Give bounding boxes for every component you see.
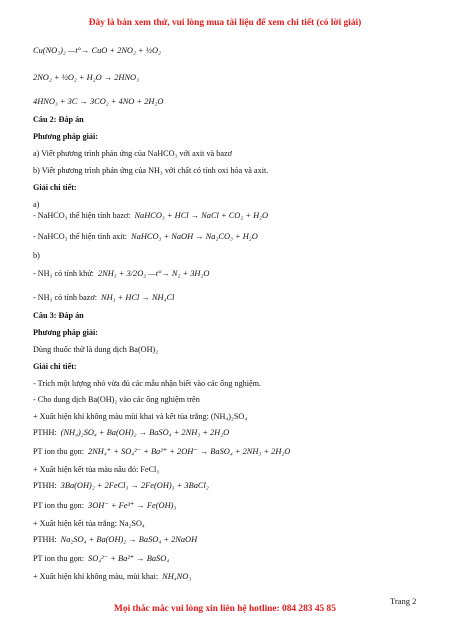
equation-label: PT ion thu gọn: [33,554,85,563]
equation-label: + Xuất hiện khí không màu, mùi khai: [33,572,159,581]
equation-line [33,212,268,220]
body-text: a) [33,200,40,209]
equation-label: - NaHCO₃ thể hiện tính axit: [33,232,128,241]
equation-label: PTHH: [33,535,57,544]
hotline-banner: Mọi thắc mắc vui lòng xin liên hệ hotline: 084 283 45 85 [114,604,336,614]
chemical-equation: Na₂SO₄ + Ba(OH)₂ → BaSO₄ + 2NaOH [60,535,198,544]
equation-label: - NaHCO₃ thể hiện tính bazơ: [33,211,131,220]
body-text: + Xuất hiện kết tủa trắng: Na₂SO₄ [33,519,145,528]
body-text: - Cho dung dịch Ba(OH)₂ vào các ống nghiệm trên [33,395,200,404]
equation-label: PTHH: [33,481,57,490]
body-text: Dùng thuốc thử là dung dịch Ba(OH)₂ [33,345,159,354]
body-text: a) Viết phương trình phản ứng của NaHCO₃ với axit và bazơ [33,149,232,158]
section-heading: Câu 3: Đáp án [33,311,84,320]
chemical-equation: NaHCO₃ + NaOH → Na₂CO₃ + H₂O [131,232,258,241]
equation-label: PT ion thu gọn: [33,447,85,456]
equation-line [33,429,229,437]
chemical-equation: 4HNO₃ + 3C → 3CO₂ + 4NO + 2H₂O [33,97,164,106]
section-heading: Câu 2: Đáp án [33,115,84,124]
equation-line [33,270,209,278]
body-text: b) Viết phương trình phản ứng của NH₃ với chất có tính oxi hóa và axit. [33,166,269,175]
chemical-equation: NH₃ + HCl → NH₄Cl [101,293,175,302]
section-heading: Giải chi tiết: [33,183,77,192]
equation-line [33,555,169,563]
section-heading: Giải chi tiết: [33,362,77,371]
chemical-equation: 2NO₂ + ½O₂ + H₂O → 2HNO₃ [33,73,140,82]
section-heading: Phương pháp giải: [33,328,98,337]
equation-label: PT ion thu gọn: [33,501,85,510]
chemical-equation: NaHCO₃ + HCl → NaCl + CO₂ + H₂O [134,211,269,220]
section-heading: Phương pháp giải: [33,132,98,141]
body-text: b) [33,251,40,260]
equation-label: - NH₃ có tính bazơ: [33,293,98,302]
chemical-equation: (NH₄)₂SO₄ + Ba(OH)₂ → BaSO₄ + 2NH₃ + 2H₂O [60,428,230,437]
equation-line [33,536,197,544]
chemical-equation: NH₄NO₃ [162,572,192,581]
equation-line [33,233,258,241]
equation-line [33,482,209,490]
chemical-equation: Cu(NO₃)₂ —t°→ CuO + 2NO₂ + ½O₂ [33,46,161,55]
chemical-equation: 3OH⁻ + Fe³⁺ → Fe(OH)₃ [88,501,177,510]
equation-label: - NH₃ có tính khử: [33,269,94,278]
chemical-equation: SO₄²⁻ + Ba²⁺ → BaSO₄ [88,554,170,563]
equation-line [33,573,191,581]
chemical-equation: 2NH₄⁺ + SO₄²⁻ + Ba²⁺ + 2OH⁻ → BaSO₄ + 2NH₃ + 2H₂O [88,447,291,456]
equation-label: PTHH: [33,428,57,437]
equation-line [33,448,290,456]
equation-line [33,294,174,302]
body-text: + Xuất hiện kết tủa màu nâu đỏ: FeCl₃ [33,465,160,474]
equation-line [33,502,176,510]
page-number: Trang 2 [390,596,417,606]
preview-banner: Đây là bản xem thử, vui lòng mua tài liệu để xem chi tiết (có lời giải) [88,18,362,28]
body-text: + Xuất hiện khí không màu mùi khai và kết tủa trắng: (NH₄)₂SO₄ [33,412,248,421]
body-text: - Trích một lượng nhỏ vừa đủ các mẫu nhận biết vào các ống nghiệm. [33,379,262,388]
chemical-equation: 3Ba(OH)₂ + 2FeCl₃ → 2Fe(OH)₃ + 3BaCl₂ [60,481,209,490]
chemical-equation: 2NH₃ + 3/2O₂ —t°→ N₂ + 3H₂O [97,269,210,278]
